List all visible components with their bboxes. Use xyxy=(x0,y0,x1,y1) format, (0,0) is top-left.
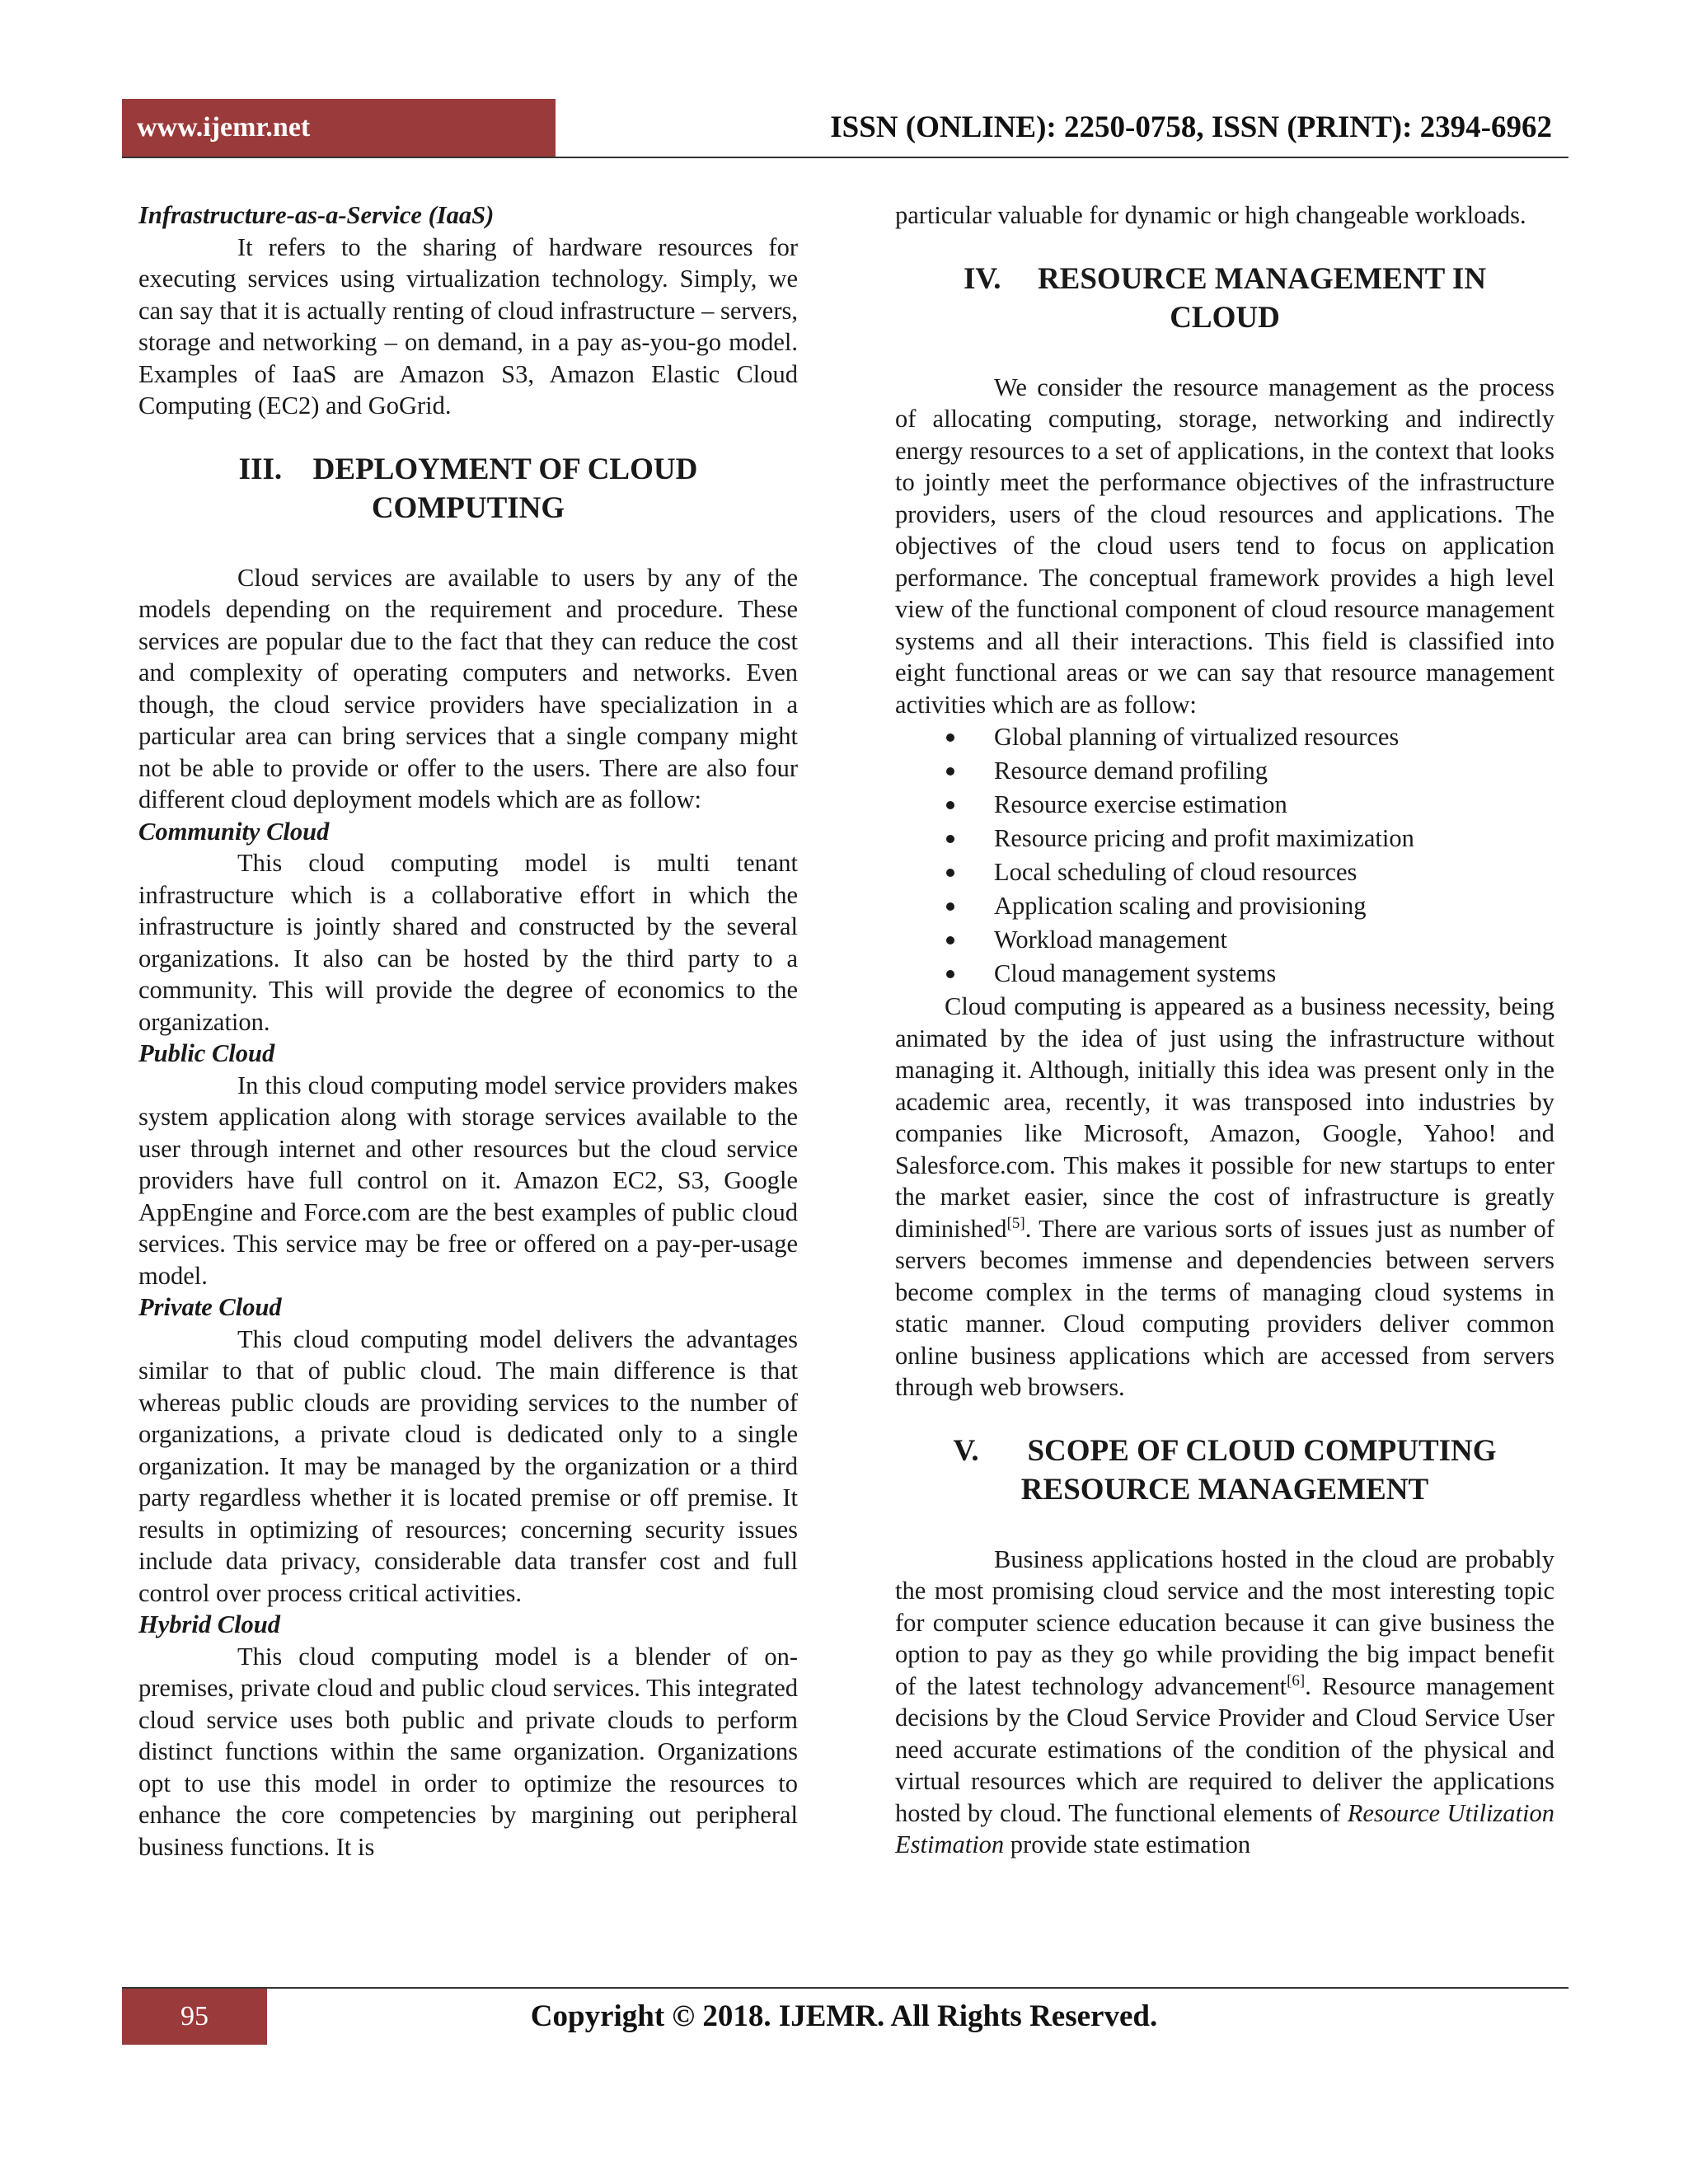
private-cloud-heading: Private Cloud xyxy=(138,1293,282,1321)
site-url: www.ijemr.net xyxy=(122,99,556,157)
issn-label: ISSN (ONLINE): 2250-0758, ISSN (PRINT): 2394-6962 xyxy=(830,110,1552,144)
list-item: Resource exercise estimation xyxy=(895,788,1554,822)
continued-paragraph: particular valuable for dynamic or high changeable workloads. xyxy=(895,201,1526,229)
section-5-paragraph: Business applications hosted in the cloud are probably the most promising cloud service and the most interesting topic for computer science education because it can give business the option to pay as they go while providing the big impact benefit of the latest technology advancement[6]. Resource management decisions by the Cloud Service Provider and Cloud Service User need accurate estimations of the condition of the physical and virtual resources which are required to deliver the applications hosted by cloud. The functional elements of Resource Utilization Estimation provide state estimation xyxy=(895,1544,1554,1858)
public-cloud-heading: Public Cloud xyxy=(138,1039,275,1067)
section-3-paragraph: Cloud services are available to users by any of the models depending on the requirement and procedure. These services are popular due to the fact that they can reduce the cost and complexity of operating computers and networks. Even though, the cloud service providers have specialization in a particular area can bring services that a single company might not be able to provide or offer to the users. There are also four different cloud deployment models which are as follow: xyxy=(138,563,798,813)
list-item: Local scheduling of cloud resources xyxy=(895,855,1554,889)
bullet-icon xyxy=(946,733,954,742)
bullet-icon xyxy=(946,936,954,944)
section-3-heading xyxy=(138,450,798,527)
iaas-heading: Infrastructure-as-a-Service (IaaS) xyxy=(138,201,495,229)
page-number: 95 xyxy=(122,1989,267,2045)
section-4-heading xyxy=(895,260,1554,337)
resource-management-list xyxy=(895,720,1554,991)
bullet-icon xyxy=(946,902,954,911)
section-5-number: V. xyxy=(953,1433,979,1468)
citation-5[interactable]: [5] xyxy=(1006,1214,1025,1232)
section-4-title-line1: RESOURCE MANAGEMENT IN xyxy=(1037,261,1487,296)
section-3-number: III. xyxy=(238,452,283,486)
private-cloud-paragraph: This cloud computing model delivers the advantages similar to that of public cloud. The main difference is that whereas public clouds are providing services to the number of organizations, a private cloud is dedicated only to a single organization. It may be managed by the organization or a third party regardless whether it is located premise or off premise. It results in optimizing of resources; concerning security issues include data privacy, considerable data transfer cost and full control over process critical activities. xyxy=(138,1324,798,1607)
list-item: Cloud management systems xyxy=(895,957,1554,991)
list-item: Resource demand profiling xyxy=(895,754,1554,788)
citation-6[interactable]: [6] xyxy=(1287,1671,1306,1690)
public-cloud-paragraph: In this cloud computing model service providers makes system application along with storage services available to the user through internet and other resources but the cloud service providers have full control on it. Amazon EC2, S3, Google AppEngine and Force.com are the best examples of public cloud services. This service may be free or offered on a pay-per-usage model. xyxy=(138,1071,798,1290)
list-item: Global planning of virtualized resources xyxy=(895,720,1554,754)
section-3-title-line1: DEPLOYMENT OF CLOUD xyxy=(312,452,698,486)
community-cloud-heading: Community Cloud xyxy=(138,817,330,846)
list-item: Resource pricing and profit maximization xyxy=(895,822,1554,855)
bullet-icon xyxy=(946,869,954,877)
bullet-icon xyxy=(946,767,954,776)
hybrid-cloud-heading: Hybrid Cloud xyxy=(138,1610,281,1638)
bullet-icon xyxy=(946,801,954,809)
community-cloud-paragraph: This cloud computing model is multi tenant infrastructure which is a collaborative effort in which the infrastructure is jointly shared and constructed by the several organizations. It also can be hosted by the third party to a community. This will provide the degree of economics to the organization. xyxy=(138,849,798,1036)
section-4-number: IV. xyxy=(963,261,1001,296)
bullet-icon xyxy=(946,835,954,843)
section-5-title-line1: SCOPE OF CLOUD COMPUTING xyxy=(1027,1433,1497,1468)
section-3-title-line2: COMPUTING xyxy=(371,490,565,525)
section-5-heading xyxy=(895,1432,1554,1509)
section-4-paragraph: We consider the resource management as the process of allocating computing, storage, networking and indirectly energy resources to a set of applications, in the context that looks to jointly meet the performance objectives of the infrastructure providers, users of the cloud resources and applications. The objectives of the cloud users tend to focus on application performance. The conceptual framework provides a high level view of the functional component of cloud resource management systems and all their interactions. This field is classified into eight functional areas or we can say that resource management activities which are as follow: xyxy=(895,373,1554,719)
section-5-title-line2: RESOURCE MANAGEMENT xyxy=(1020,1472,1429,1507)
copyright-notice: Copyright © 2018. IJEMR. All Rights Reserved. xyxy=(530,1999,1158,2033)
iaas-paragraph: It refers to the sharing of hardware resources for executing services using virtualization technology. Simply, we can say that it is actually renting of cloud infrastructure – servers, storage and networking – on demand, in a pay as-you-go model. Examples of IaaS are Amazon S3, Amazon Elastic Cloud Computing (EC2) and GoGrid. xyxy=(138,232,798,419)
italic-term: Resource Utilization Estimation xyxy=(895,1798,1554,1858)
hybrid-cloud-paragraph: This cloud computing model is a blender of on-premises, private cloud and public cloud services. This integrated cloud service uses both public and private clouds to perform distinct functions within the same organization. Organizations opt to use this model in order to optimize the resources to enhance the core competencies by margining out peripheral business functions. It is xyxy=(138,1642,798,1861)
page-header xyxy=(122,99,1568,158)
left-column xyxy=(138,199,798,1863)
right-column xyxy=(895,199,1554,1861)
list-item: Application scaling and provisioning xyxy=(895,889,1554,923)
list-item: Workload management xyxy=(895,923,1554,957)
bullet-icon xyxy=(946,970,954,978)
section-4-title-line2: CLOUD xyxy=(1170,300,1280,335)
section-4-paragraph-2: Cloud computing is appeared as a business necessity, being animated by the idea of just using the infrastructure without managing it. Although, initially this idea was present only in the academic area, recently, it was transposed into industries by companies like Microsoft, Amazon, Google, Yahoo! and Salesforce.com. This makes it possible for new startups to enter the market easier, since the cost of infrastructure is greatly diminished[5]. There are various sorts of issues just as number of servers becomes immense and dependencies between servers become complex in the terms of managing cloud systems in static manner. Cloud computing providers deliver common online business applications which are accessed from servers through web browsers. xyxy=(895,992,1554,1401)
